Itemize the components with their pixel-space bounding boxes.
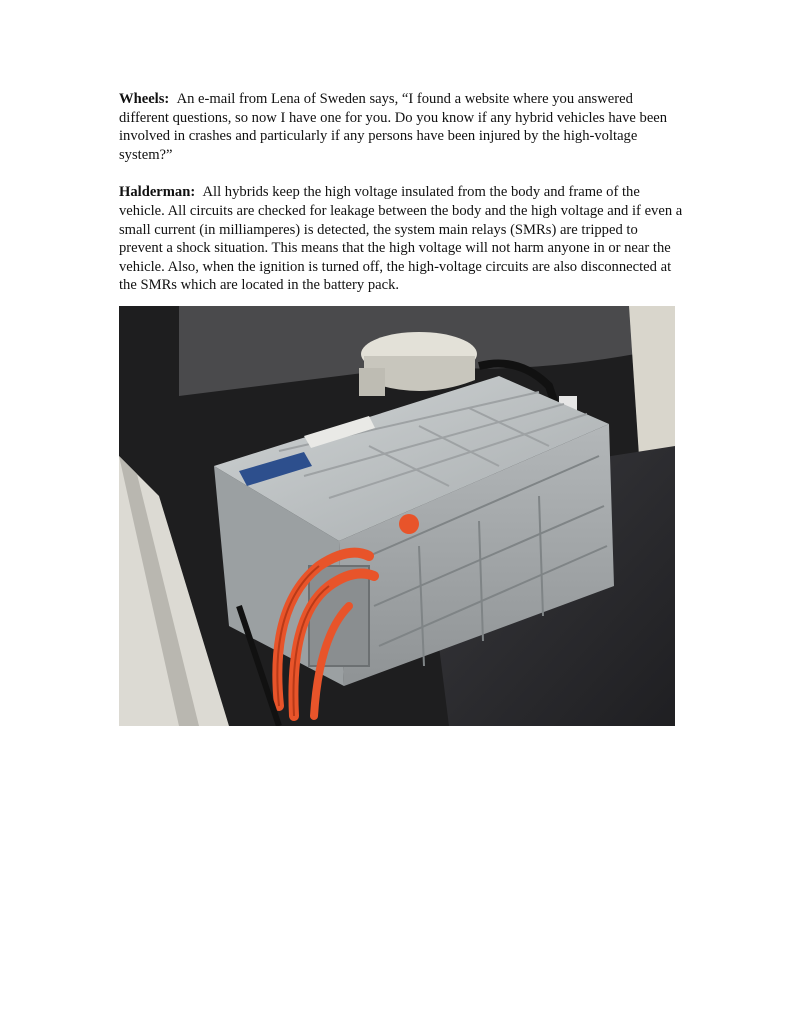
service-plug-cap (399, 514, 419, 534)
speaker-label: Halderman: (119, 184, 196, 201)
paragraph-text: All hybrids keep the high voltage insulated from the body and frame of the vehicle. All circuits are checked for leakage between the body and the high voltage and if even a small current (in milliamperes) is detected, the system main relays (SMRs) are tripped to prevent a shock situation. This means that the high voltage will not harm anyone in or near the vehicle. Also, when the ignition is turned off, the high-voltage circuits are also disconnected at the SMRs which are located in the battery pack. (119, 184, 683, 294)
battery-pack-illustration (119, 306, 675, 726)
battery-pack-photo (119, 306, 675, 726)
paragraph-answer (119, 183, 684, 295)
paragraph-question (119, 90, 684, 164)
paragraph-text: An e-mail from Lena of Sweden says, “I found a website where you answered different questions, so now I have one for you. Do you know if any hybrid vehicles have been involved in crashes and particularly if any persons have been injured by the high-voltage system?” (119, 91, 668, 163)
article-text (119, 90, 684, 314)
speaker-label: Wheels: (119, 91, 170, 107)
